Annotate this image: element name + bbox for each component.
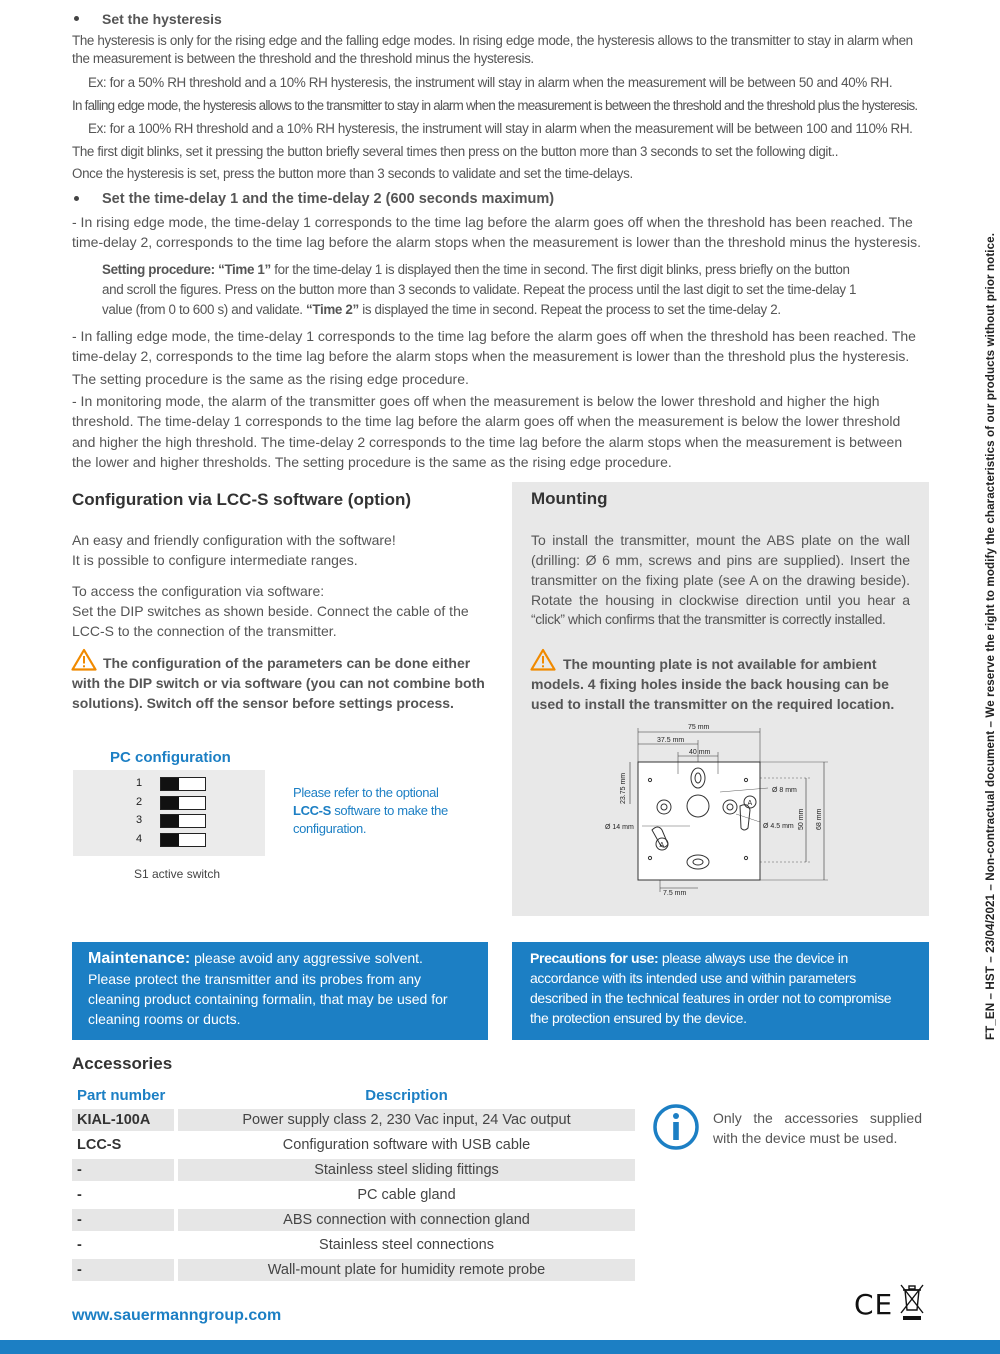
description: ABS connection with connection gland bbox=[178, 1209, 635, 1231]
dip-switch-3[interactable] bbox=[160, 814, 206, 828]
timedelay-text: - In rising edge mode, the time-delay 1 corresponds to the time lag before the alarm goes off when the threshold has been reached. The bbox=[72, 214, 913, 230]
switch-number: 4 bbox=[136, 833, 143, 845]
warning-icon bbox=[71, 648, 97, 671]
dip-switch-4[interactable] bbox=[160, 833, 206, 847]
dim-14: Ø 14 mm bbox=[605, 824, 634, 831]
timedelay-text: - In monitoring mode, the alarm of the transmitter goes off when the measurement is below the lower threshold and higher the high bbox=[72, 393, 880, 409]
description: Power supply class 2, 230 Vac input, 24 Vac output bbox=[178, 1109, 635, 1131]
legal-notice: FT_EN – HST – 23/04/2021 – Non-contractual document – We reserve the right to modify the characteristics of our products without prior notice. bbox=[984, 232, 997, 1040]
table-row bbox=[72, 1184, 635, 1206]
config-heading: Configuration via LCC-S software (option) bbox=[72, 490, 412, 509]
lcc-s-link[interactable]: LCC-S bbox=[293, 803, 331, 818]
config-warning: with the DIP switch or via software (you can not combine both bbox=[72, 675, 485, 691]
description: Stainless steel connections bbox=[319, 1237, 494, 1253]
timedelay-text: and higher the high threshold. The time-delay 2 corresponds to the time lag before the alarm stops when the measurement is between bbox=[72, 434, 903, 450]
dim-4-5: Ø 4.5 mm bbox=[763, 823, 794, 830]
switch-number: 3 bbox=[136, 814, 143, 826]
lcc-refer-text: Please refer to the optional bbox=[293, 785, 439, 800]
dip-switch-1[interactable] bbox=[160, 777, 206, 791]
hysteresis-example: Ex: for a 50% RH threshold and a 10% RH hysteresis, the instrument will stay in alarm when the measurement will be between 50 and 40% RH. bbox=[88, 75, 893, 90]
mounting-heading: Mounting bbox=[531, 489, 608, 508]
table-row bbox=[72, 1259, 635, 1281]
bullet bbox=[74, 196, 79, 201]
dim-68: 68 mm bbox=[816, 808, 823, 830]
mounting-warning: The mounting plate is not available for ambient bbox=[563, 656, 877, 672]
accessories-note: with the device must be used. bbox=[713, 1130, 898, 1146]
procedure-label: Setting procedure: “Time 1” bbox=[102, 262, 271, 277]
mounting-text: (drilling: Ø 6 mm, screws and pins are supplied). Insert the bbox=[531, 552, 910, 568]
table-header bbox=[72, 1084, 635, 1106]
ce-mark: CE bbox=[854, 1288, 894, 1321]
timedelay-text: the lower and higher thresholds. The setting procedure is the same as the rising edge procedure. bbox=[72, 454, 672, 470]
config-text: To access the configuration via software: bbox=[72, 583, 325, 599]
mounting-warning: models. 4 fixing holes inside the back housing can be bbox=[531, 676, 889, 692]
table-row bbox=[72, 1109, 635, 1131]
weee-bin-icon bbox=[898, 1282, 926, 1322]
config-text: An easy and friendly configuration with the software! bbox=[72, 532, 396, 548]
lcc-refer-text: software to make the bbox=[330, 803, 448, 818]
col-description: Description bbox=[365, 1086, 448, 1104]
precautions-text: please always use the device in bbox=[658, 950, 848, 966]
switch-caption: S1 active switch bbox=[134, 867, 221, 881]
table-row bbox=[72, 1159, 635, 1181]
bullet bbox=[74, 16, 79, 21]
dim-23-75: 23.75 mm bbox=[620, 772, 627, 804]
hysteresis-text: The first digit blinks, set it pressing the button briefly several times then press on the button more than 3 seconds to set the following digit.. bbox=[72, 144, 839, 159]
switch-number: 2 bbox=[136, 796, 143, 808]
hysteresis-text: The hysteresis is only for the rising edge and the falling edge modes. In rising edge mode, the hysteresis allows to the transmitter to stay in alarm when bbox=[72, 33, 913, 48]
config-text: It is possible to configure intermediate ranges. bbox=[72, 552, 358, 568]
table-row bbox=[72, 1234, 635, 1256]
hysteresis-text: the measurement is between the threshold and the threshold minus the hysteresis. bbox=[72, 51, 534, 66]
mounting-text: transmitter on the fixing plate (see A on the drawing beside). bbox=[531, 572, 910, 588]
pc-config-title: PC configuration bbox=[110, 749, 231, 766]
mounting-text: To install the transmitter, mount the ABS plate on the wall bbox=[531, 532, 910, 548]
dim-8: Ø 8 mm bbox=[772, 787, 797, 794]
mounting-warning: used to install the transmitter on the required location. bbox=[531, 696, 895, 712]
dim-50: 50 mm bbox=[798, 808, 805, 830]
procedure-text: value (from 0 to 600 s) and validate. bbox=[102, 302, 307, 317]
setting-procedure: and scroll the figures. Press on the button more than 3 seconds to validate. Repeat the process until the last digit to set the time-delay 1 bbox=[102, 282, 857, 297]
precautions-text: accordance with its intended use and within parameters bbox=[530, 970, 856, 986]
maintenance-text: please avoid any aggressive solvent. bbox=[190, 950, 423, 966]
table-row bbox=[72, 1134, 635, 1156]
part-number: LCC-S bbox=[77, 1137, 122, 1153]
switch-number: 1 bbox=[136, 777, 143, 789]
website-link[interactable]: www.sauermanngroup.com bbox=[72, 1307, 282, 1324]
accessories-note: Only the accessories supplied bbox=[713, 1110, 922, 1126]
description: Wall-mount plate for humidity remote probe bbox=[178, 1259, 635, 1281]
maintenance-text: Please protect the transmitter and its probes from any bbox=[88, 971, 422, 987]
maintenance-label: Maintenance: bbox=[88, 950, 191, 967]
dim-75: 75 mm bbox=[688, 724, 710, 731]
lcc-refer-text bbox=[293, 802, 448, 820]
accessories-heading: Accessories bbox=[72, 1054, 173, 1073]
mounting-plate-drawing bbox=[600, 718, 840, 898]
lcc-refer-text: configuration. bbox=[293, 821, 367, 836]
hysteresis-heading: Set the hysteresis bbox=[102, 11, 222, 27]
mounting-text: Rotate the housing in clockwise direction until you hear a bbox=[531, 592, 910, 608]
warning-icon bbox=[530, 648, 556, 671]
timedelay-text: time-delay 2, corresponds to the time lag before the alarm stops when the measurement is lower than the threshold minus the hysteresis. bbox=[72, 234, 921, 250]
table-row bbox=[72, 1209, 635, 1231]
description: Stainless steel sliding fittings bbox=[178, 1159, 635, 1181]
info-icon bbox=[652, 1103, 700, 1151]
precautions-text: the protection ensured by the device. bbox=[530, 1010, 747, 1026]
setting-procedure bbox=[102, 260, 850, 280]
setting-procedure bbox=[102, 300, 781, 320]
procedure-text: is displayed the time in second. Repeat the process to set the time-delay 2. bbox=[358, 302, 781, 317]
timedelay-text: time-delay 2, corresponds to the time lag before the alarm stops when the measurement is lower than the threshold plus the hysteresis. bbox=[72, 348, 910, 364]
dip-switch-panel bbox=[73, 770, 265, 856]
dim-37-5: 37.5 mm bbox=[657, 737, 685, 744]
config-warning: solutions). Switch off the sensor before settings process. bbox=[72, 695, 454, 711]
label-a: A bbox=[747, 800, 753, 807]
hysteresis-example: Ex: for a 100% RH threshold and a 10% RH hysteresis, the instrument will stay in alarm when the measurement will be between 100 and 110% RH. bbox=[88, 121, 913, 136]
footer-bar bbox=[0, 1340, 1000, 1354]
part-number: - bbox=[72, 1209, 174, 1231]
part-number: - bbox=[72, 1159, 174, 1181]
accessories-table bbox=[72, 1081, 635, 1284]
maintenance-text: cleaning rooms or ducts. bbox=[88, 1011, 241, 1027]
timedelay-text: - In falling edge mode, the time-delay 1 corresponds to the time lag before the alarm goes off when the threshold has been reached. The bbox=[72, 328, 916, 344]
maintenance-text: cleaning product containing formalin, that may be used for bbox=[88, 991, 448, 1007]
config-text: LCC-S to the connection of the transmitter. bbox=[72, 623, 337, 639]
timedelay-text: threshold. The time-delay 1 corresponds to the time lag before the alarm goes off when the measurement is below the lower threshold bbox=[72, 413, 901, 429]
part-number: - bbox=[77, 1237, 82, 1253]
col-part-number: Part number bbox=[77, 1086, 166, 1104]
timedelay-heading: Set the time-delay 1 and the time-delay 2 (600 seconds maximum) bbox=[102, 191, 555, 207]
procedure-text: for the time-delay 1 is displayed then the time in second. The first digit blinks, press briefly on the button bbox=[270, 262, 850, 277]
procedure-label: “Time 2” bbox=[306, 302, 359, 317]
precautions-text: described in the technical features in order not to compromise bbox=[530, 990, 892, 1006]
config-text: Set the DIP switches as shown beside. Connect the cable of the bbox=[72, 603, 469, 619]
dip-switch-2[interactable] bbox=[160, 796, 206, 810]
config-warning: The configuration of the parameters can be done either bbox=[103, 655, 471, 671]
maintenance-box bbox=[72, 942, 488, 1040]
precautions-label: Precautions for use: bbox=[530, 950, 659, 966]
timedelay-text: The setting procedure is the same as the rising edge procedure. bbox=[72, 371, 469, 387]
part-number: - bbox=[77, 1187, 82, 1203]
hysteresis-text: In falling edge mode, the hysteresis allows to the transmitter to stay in alarm when the measurement is between the threshold and the threshold plus the hysteresis. bbox=[72, 98, 918, 113]
description: Configuration software with USB cable bbox=[282, 1137, 531, 1153]
dim-40: 40 mm bbox=[689, 749, 711, 756]
mounting-text: “click” which confirms that the transmitter is correctly installed. bbox=[531, 612, 886, 627]
part-number: - bbox=[72, 1259, 174, 1281]
dim-7-5: 7.5 mm bbox=[663, 890, 687, 897]
label-a: A bbox=[659, 842, 665, 849]
hysteresis-text: Once the hysteresis is set, press the button more than 3 seconds to validate and set the time-delays. bbox=[72, 166, 633, 181]
precautions-box bbox=[512, 942, 929, 1040]
part-number: KIAL-100A bbox=[72, 1109, 174, 1131]
description: PC cable gland bbox=[357, 1187, 456, 1203]
